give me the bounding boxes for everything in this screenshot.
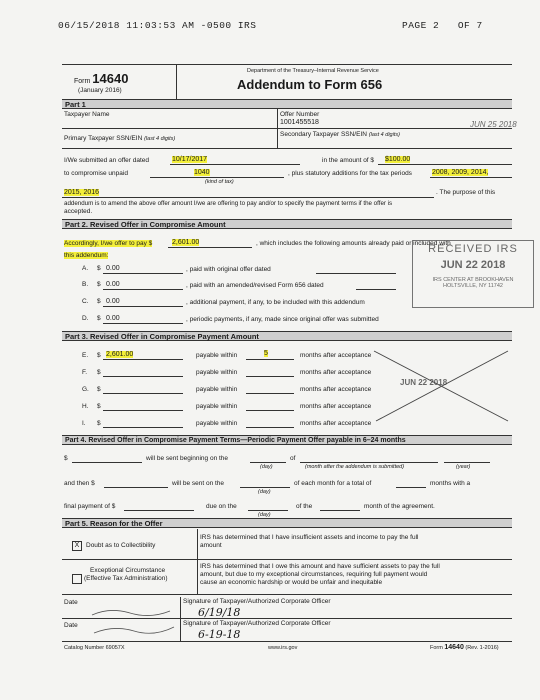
doubt-checkbox[interactable]: X <box>72 541 82 551</box>
part1-heading: Part 1 <box>62 99 512 109</box>
received-text: RECEIVED IRS <box>428 243 518 255</box>
tax-periods-2: 2015, 2016 <box>64 189 100 196</box>
accordingly-suffix: , which includes the following amounts already paid or included with <box>256 240 451 247</box>
crossed-date-stamp: JUN 22 2018 <box>400 378 448 387</box>
sig2-date: 6-19-18 <box>198 628 241 641</box>
offer-number-label: Offer Number <box>280 111 320 118</box>
primary-ssn-label: Primary Taxpayer SSN/EIN (last 4 digits) <box>64 135 176 142</box>
part4-of: of <box>290 455 296 462</box>
form-number: 14640 <box>92 71 129 86</box>
form-header <box>62 64 512 100</box>
part3-heading: Part 3. Revised Offer in Compromise Payment Amount <box>62 331 512 341</box>
day-hint-2: (day) <box>258 489 271 495</box>
page-total: 7 <box>476 20 483 31</box>
sent-on-the: will be sent on the <box>172 480 225 487</box>
part5-heading: Part 5. Reason for the Offer <box>62 518 512 528</box>
redacted-signature-scribbles <box>90 603 180 639</box>
exceptional-label-1: Exceptional Circumstance <box>90 567 166 574</box>
sig1-date: 6/19/18 <box>198 606 241 619</box>
doubt-desc-1: IRS has determined that I have insufficient assets and income to pay the full <box>200 534 419 541</box>
submitted-prefix: I/We submitted an offer dated <box>64 157 150 164</box>
purpose-text-2: addendum is to amend the above offer amount I/we are offering to pay and/or to specify the payment terms if the offer is <box>64 200 393 207</box>
fax-timestamp: 06/15/2018 11:03:53 AM -0500 IRS <box>58 20 257 31</box>
holtsville-text: HOLTSVILLE, NY 11742 <box>443 283 503 289</box>
form-title: Addendum to Form 656 <box>237 77 383 92</box>
sent-beginning: will be sent beginning on the <box>146 455 229 462</box>
months-with: months with a <box>430 480 471 487</box>
revised-amount: 2,601.00 <box>172 239 200 246</box>
exceptional-label-2: (Effective Tax Administration) <box>84 575 168 582</box>
jun-date-stamp: JUN 25 2018 <box>470 120 517 129</box>
center-text: IRS CENTER AT BROOKHAVEN <box>432 277 514 283</box>
doubt-label: Doubt as to Collectibility <box>86 542 156 549</box>
sig1-label: Signature of Taxpayer/Authorized Corporate Officer <box>183 598 331 605</box>
exceptional-checkbox[interactable] <box>72 574 82 584</box>
purpose-text: . The purpose of this <box>436 189 496 196</box>
received-date: JUN 22 2018 <box>440 259 506 271</box>
year-hint: (year) <box>456 464 471 470</box>
secondary-ssn-label: Secondary Taxpayer SSN/EIN (last 4 digits) <box>280 131 400 138</box>
sig2-label: Signature of Taxpayer/Authorized Corporate Officer <box>183 620 331 627</box>
fax-page-indicator <box>402 20 483 31</box>
page-number: 2 <box>433 20 440 31</box>
offer-date: 10/17/2017 <box>172 156 208 163</box>
due-on-the: due on the <box>206 503 237 510</box>
purpose-text-3: accepted. <box>64 208 93 215</box>
exc-desc-1: IRS has determined that I owe this amount and have sufficient assets to pay the full <box>200 563 440 570</box>
form-revision: (January 2016) <box>78 87 122 94</box>
offer-amount: $100.00 <box>385 156 411 163</box>
tax-periods-1: 2008, 2009, 2014, <box>432 169 489 176</box>
form-label: Form 14640 <box>74 71 129 86</box>
day-hint-1: (day) <box>260 464 273 470</box>
month-agreement: month of the agreement. <box>364 503 435 510</box>
kind-of-tax-hint: (kind of tax) <box>205 179 234 185</box>
part4-dollar: $ <box>64 455 68 462</box>
department: Department of the Treasury–Internal Revenue Service <box>247 68 379 74</box>
offer-number: 1001455518 <box>280 119 319 126</box>
received-stamp <box>412 240 534 308</box>
day-hint-3: (day) <box>258 512 271 518</box>
final-payment: final payment of $ <box>64 503 116 510</box>
date-label-2: Date <box>64 622 78 629</box>
each-month: of each month for a total of <box>294 480 372 487</box>
date-label-1: Date <box>64 599 78 606</box>
exc-desc-3: cause an economic hardship or would be unfair and inequitable <box>200 579 383 586</box>
part2-heading: Part 2. Revised Offer in Compromise Amount <box>62 219 512 229</box>
exc-desc-2: amount, but due to my exceptional circumstances, requiring full payment would <box>200 571 428 578</box>
doubt-desc-2: amount <box>200 542 222 549</box>
accordingly-prefix: Accordingly, I/we offer to pay $ <box>64 240 153 247</box>
compromise-prefix: to compromise unpaid <box>64 170 128 177</box>
footer-catalog: Catalog Number 69057X <box>64 645 125 651</box>
page-label: PAGE <box>402 20 427 31</box>
month-hint: (month after the addendum is submitted) <box>305 464 405 470</box>
of-the: of the <box>296 503 313 510</box>
of-label: OF <box>457 20 471 31</box>
statutory-text: , plus statutory additions for the tax periods <box>288 170 412 177</box>
part1-grid <box>62 109 512 149</box>
footer-form-label: Form 14640 (Rev. 1-2016) <box>430 644 499 651</box>
footer-url: www.irs.gov <box>268 645 298 651</box>
and-then: and then $ <box>64 480 95 487</box>
this-addendum: this addendum: <box>64 252 109 259</box>
taxpayer-name-label: Taxpayer Name <box>64 111 110 118</box>
kind-of-tax: 1040 <box>194 169 210 176</box>
part4-heading: Part 4. Revised Offer in Compromise Payment Terms—Periodic Payment Offer payable in 6–24 months <box>62 435 512 445</box>
signature-block <box>62 597 512 642</box>
amount-prefix: in the amount of $ <box>322 157 375 164</box>
